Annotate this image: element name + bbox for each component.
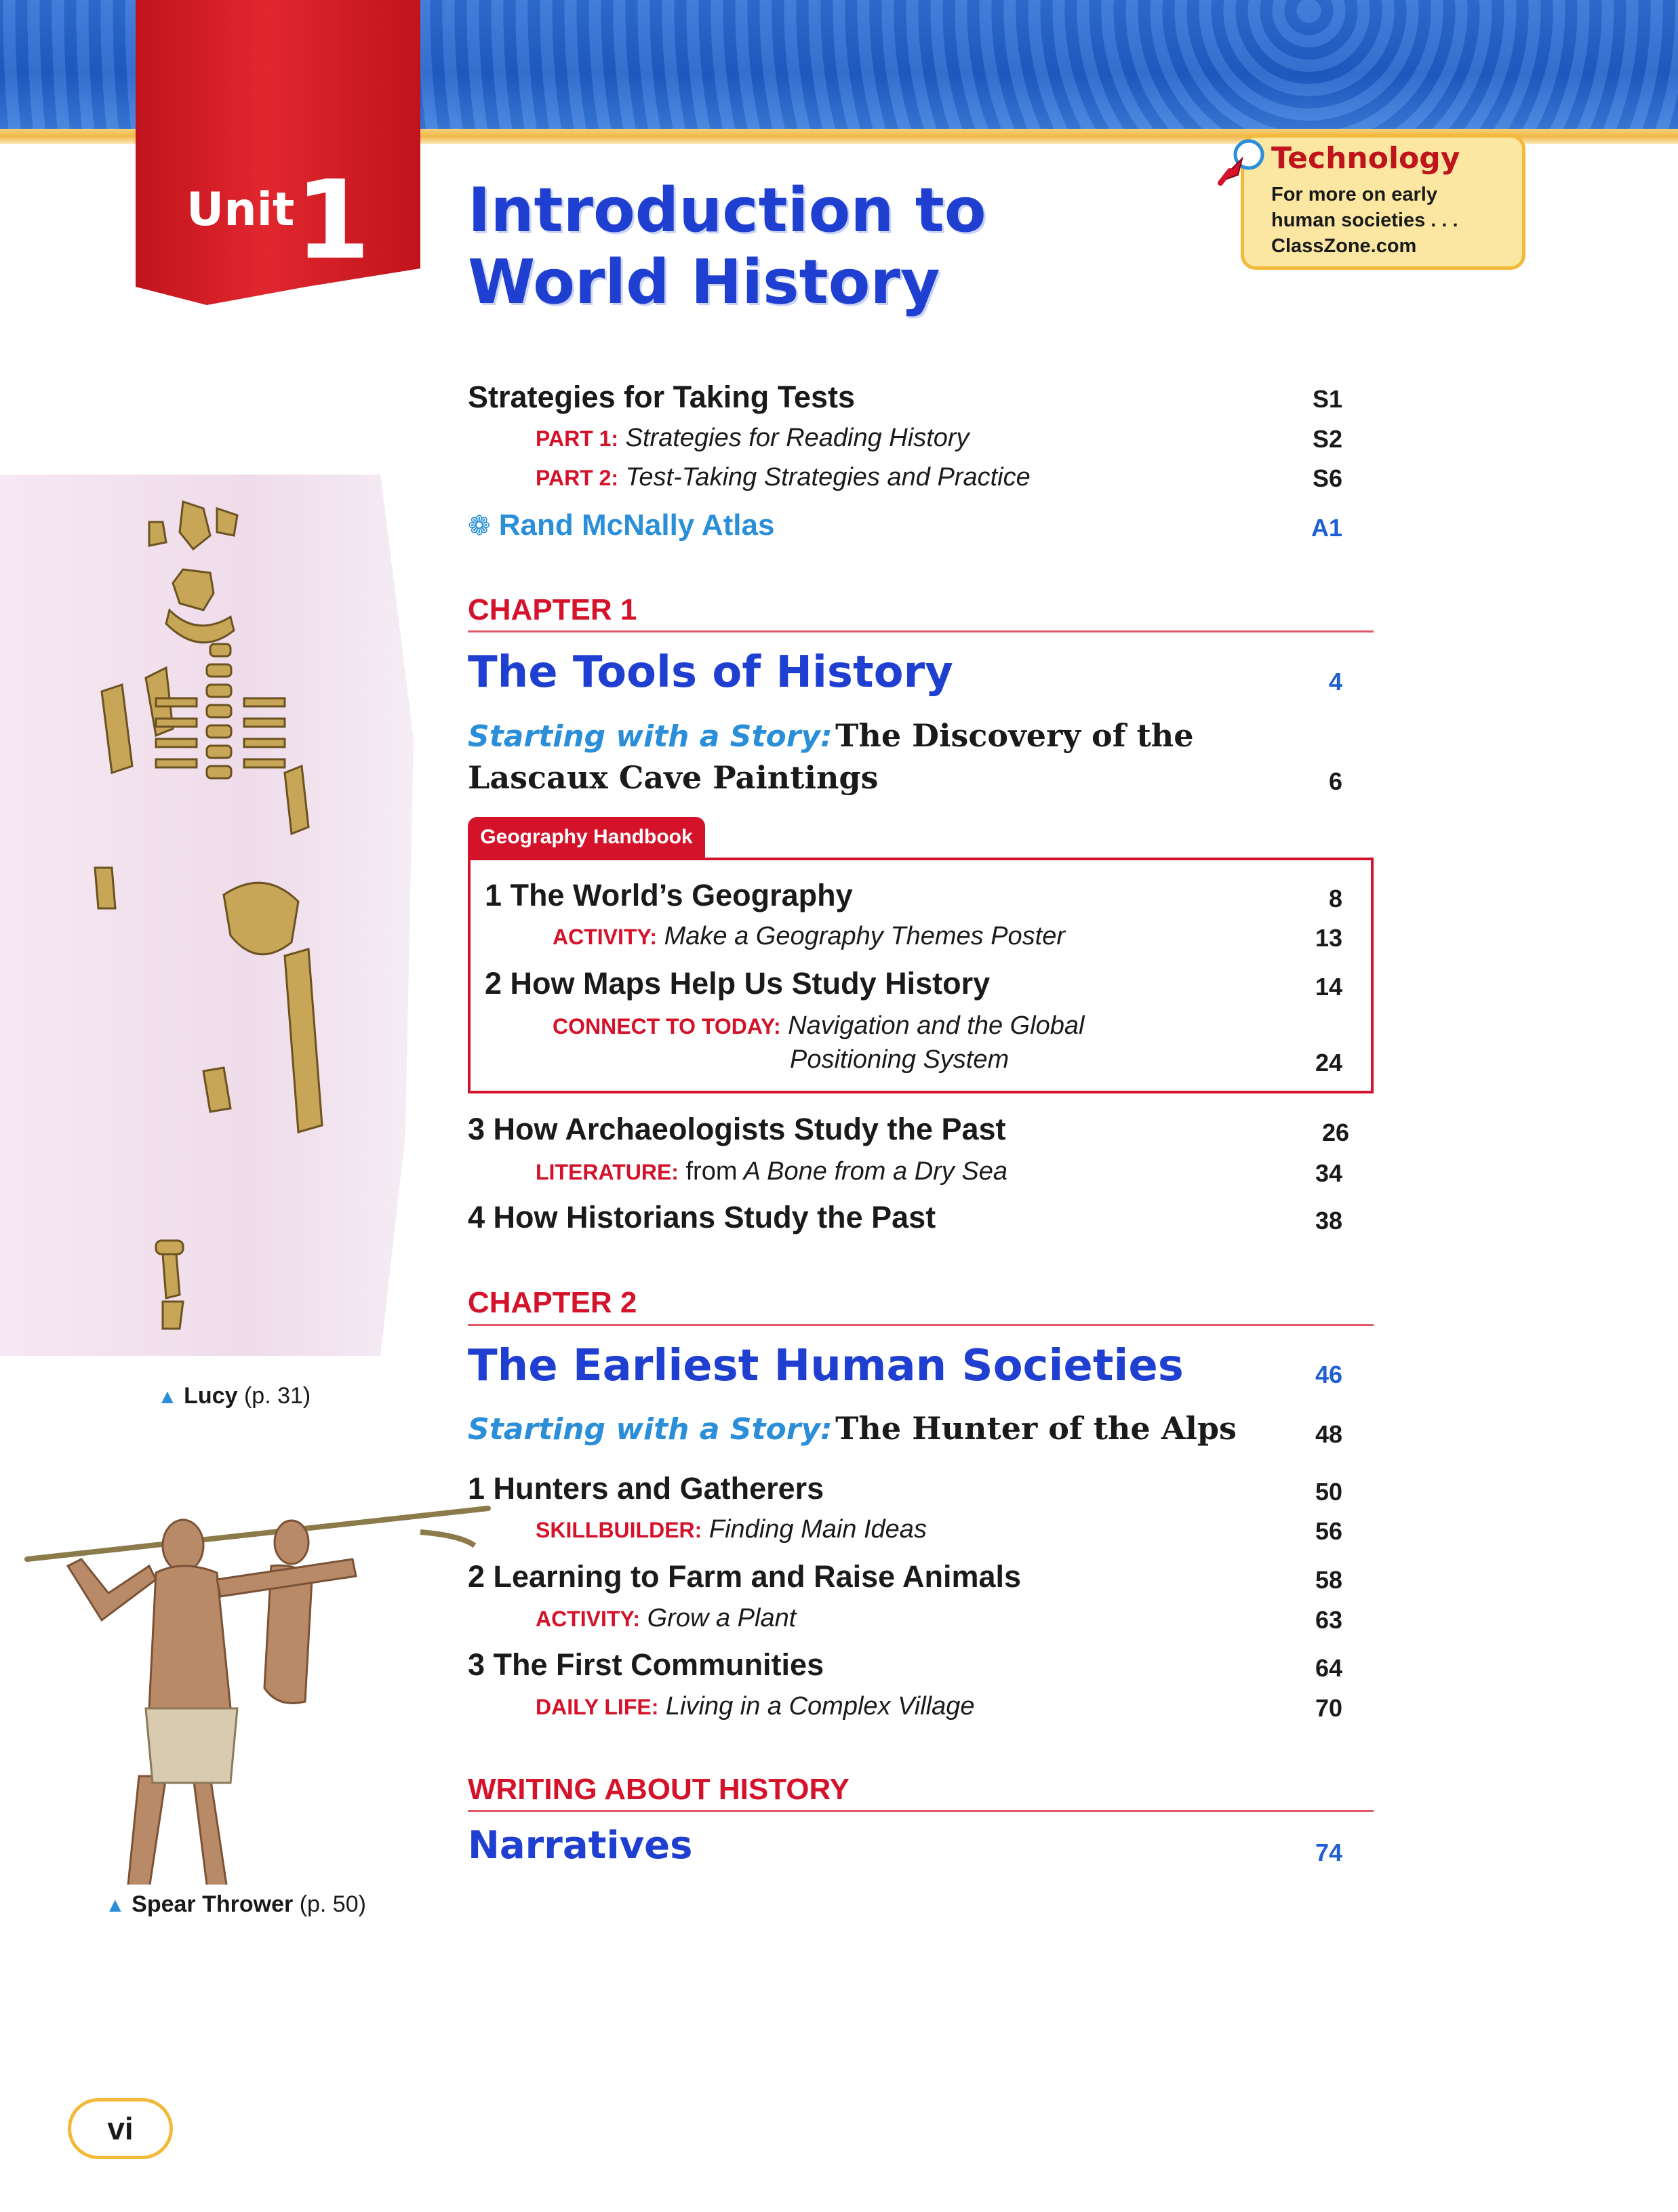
toc-part-2[interactable] [536,463,1031,492]
ch2-activity-page: 63 [1315,1606,1342,1634]
triangle-up-icon: ▲ [157,1386,178,1408]
chapter-2-story-page: 48 [1315,1420,1342,1448]
toc-part-1-page: S2 [1312,425,1342,453]
technology-line-2: human societies . . . [1271,209,1458,231]
literature-label: LITERATURE: [536,1160,679,1184]
unit-label: Unit [186,183,295,237]
section-number: 2 [485,966,502,1001]
ch1-literature[interactable] [536,1157,1007,1186]
part-2-text: Test-Taking Strategies and Practice [625,463,1031,491]
skillbuilder-label: SKILLBUILDER: [536,1518,702,1542]
ch2-section-1-page: 50 [1315,1478,1342,1506]
toc-part-1[interactable] [536,424,970,453]
ch1-section-1[interactable] [485,878,853,913]
caption-spear-ref: (p. 50) [299,1891,366,1917]
toc-atlas-page: A1 [1311,514,1342,542]
ch1-section-2[interactable] [485,966,990,1001]
ch2-section-3-page: 64 [1315,1654,1342,1682]
section-title: Hunters and Gatherers [493,1471,824,1506]
ch1-connect-today[interactable] [553,1011,1084,1041]
ch2-section-2[interactable] [468,1559,1021,1594]
daily-life-label: DAILY LIFE: [536,1695,659,1719]
chapter-2-rule [468,1324,1374,1326]
part-1-text: Strategies for Reading History [625,424,970,452]
cursor-arrow-icon [1214,136,1268,190]
geography-handbook-tab[interactable]: Geography Handbook [468,817,705,858]
activity-label: ACTIVITY: [553,925,658,949]
section-title: Learning to Farm and Raise Animals [493,1559,1022,1594]
section-number: 1 [468,1471,485,1506]
connect-label: CONNECT TO TODAY: [553,1014,781,1039]
ch1-section-4-page: 38 [1315,1207,1342,1234]
connect-text-2[interactable]: Positioning System [790,1045,1010,1074]
ch1-activity-page: 13 [1315,924,1342,952]
caption-lucy-ref: (p. 31) [243,1383,311,1409]
toc-strategies-page: S1 [1312,385,1342,413]
chapter-1-page: 4 [1328,668,1342,696]
spear-thrower-illustration [14,1505,502,1885]
skillbuilder-text: Finding Main Ideas [708,1515,927,1544]
chapter-2-page: 46 [1315,1361,1342,1388]
daily-life-text: Living in a Complex Village [665,1692,975,1721]
part-1-label: PART 1: [536,426,619,451]
chapter-1-rule [468,630,1374,632]
section-number: 2 [468,1559,485,1594]
toc-strategies[interactable]: Strategies for Taking Tests [468,380,855,414]
connect-text: Navigation and the Global [788,1011,1085,1040]
ch1-section-1-page: 8 [1328,885,1342,912]
ch1-section-2-page: 14 [1315,973,1342,1001]
section-number: 3 [468,1112,485,1146]
ch1-connect-page: 24 [1315,1049,1342,1077]
page-number-badge: vi [68,2098,173,2159]
toc-atlas[interactable] [468,508,774,542]
ch2-section-2-page: 58 [1315,1566,1342,1594]
writing-rule [468,1810,1374,1812]
lucy-skeleton-illustration [81,488,380,1335]
activity-label: ACTIVITY: [536,1607,641,1631]
literature-prefix: from [685,1157,738,1186]
unit-number: 1 [295,157,371,283]
part-2-label: PART 2: [536,466,619,490]
section-title: The First Communities [493,1647,824,1682]
story-label: Starting with a Story: [468,719,833,754]
caption-lucy-name: Lucy [184,1383,238,1409]
story-label: Starting with a Story: [468,1412,833,1447]
chapter-1-title[interactable]: The Tools of History [468,647,953,698]
title-line-2: World History [468,247,940,318]
triangle-up-icon: ▲ [105,1894,125,1916]
section-title: How Archaeologists Study the Past [493,1112,1006,1146]
story-line-1: The Discovery of the [835,717,1194,754]
technology-title: Technology [1271,141,1460,176]
ch2-daily-life-page: 70 [1315,1694,1342,1722]
technology-link[interactable]: ClassZone.com [1271,235,1417,257]
story-text: The Hunter of the Alps [835,1410,1237,1447]
chapter-1-story-page: 6 [1328,767,1342,795]
chapter-1-story[interactable] [468,717,1194,754]
literature-text: A Bone from a Dry Sea [743,1157,1007,1186]
ch2-activity[interactable] [536,1604,796,1633]
section-number: 3 [468,1647,485,1682]
story-line-2[interactable]: Lascaux Cave Paintings [468,759,879,796]
chapter-2-title[interactable]: The Earliest Human Societies [468,1341,1184,1391]
ch1-section-3-page: 26 [1321,1119,1349,1146]
ch1-activity[interactable] [553,922,1065,951]
writing-page: 74 [1315,1838,1342,1866]
caption-spear-thrower [105,1891,366,1918]
section-title: How Maps Help Us Study History [510,966,991,1001]
caption-spear-name: Spear Thrower [132,1891,294,1917]
caption-lucy [157,1383,311,1409]
ch2-skillbuilder-page: 56 [1315,1517,1342,1545]
toc-part-2-page: S6 [1312,464,1342,492]
chapter-1-label: CHAPTER 1 [468,593,637,626]
chapter-2-label: CHAPTER 2 [468,1286,637,1319]
writing-title[interactable]: Narratives [468,1824,693,1868]
section-number: 4 [468,1200,485,1234]
chapter-2-story[interactable] [468,1410,1237,1447]
ch2-skillbuilder[interactable] [536,1515,927,1544]
technology-text[interactable] [1271,182,1458,259]
title-line-1: Introduction to [468,175,986,246]
section-title: The World’s Geography [510,878,853,912]
writing-label: WRITING ABOUT HISTORY [468,1773,850,1806]
ch2-daily-life[interactable] [536,1692,974,1721]
ch1-section-3[interactable] [468,1112,1006,1147]
section-title: How Historians Study the Past [493,1200,936,1234]
activity-text: Make a Geography Themes Poster [664,922,1066,950]
ch1-section-4[interactable] [468,1200,936,1235]
globe-icon: ❁ [468,511,491,541]
unit-ribbon [136,0,420,305]
activity-text: Grow a Plant [647,1604,797,1632]
section-number: 1 [485,878,502,912]
ch2-section-1[interactable] [468,1471,824,1506]
ch1-literature-page: 34 [1315,1159,1342,1187]
page-title [468,175,986,319]
technology-line-1: For more on early [1271,184,1437,205]
atlas-label: Rand McNally Atlas [498,508,775,542]
ch2-section-3[interactable] [468,1647,824,1683]
